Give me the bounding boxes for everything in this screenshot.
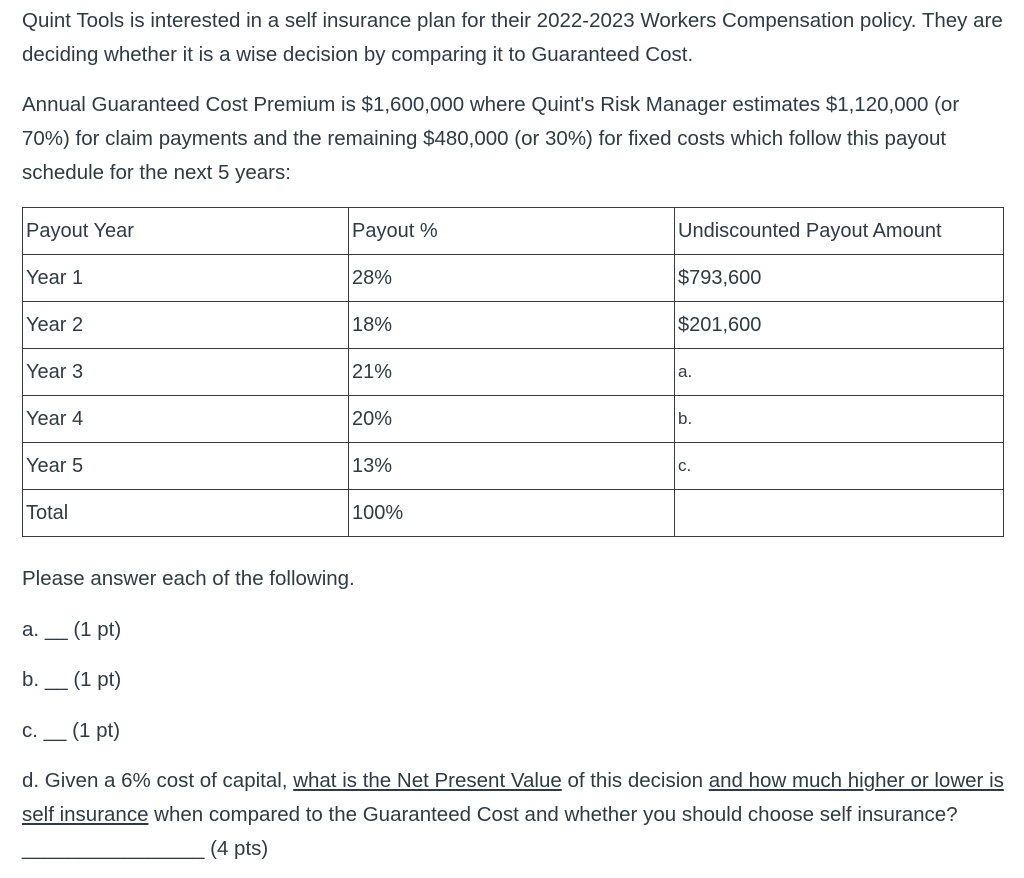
cell-total-label: Total [23, 490, 349, 537]
table-row [23, 255, 1004, 302]
question-c-blank[interactable]: __ [43, 719, 67, 742]
question-b [22, 663, 121, 697]
payout-schedule-table [22, 207, 1004, 537]
question-c-prefix: c. [22, 719, 38, 742]
cell-amount-blank-c: c. [675, 443, 1004, 490]
table-row [23, 349, 1004, 396]
header-payout-year: Payout Year [23, 208, 349, 255]
cell-amount-blank-b: b. [675, 396, 1004, 443]
intro-paragraph-2: Annual Guaranteed Cost Premium is $1,600,000 where Quint's Risk Manager estimates $1,120,000 (or 70%) for claim payments and the remaining $480,000 (or 30%) for fixed costs which follow this payout schedule for the next 5 years: [22, 93, 960, 184]
cell-amount: $201,600 [675, 302, 1004, 349]
question-b-points: (1 pt) [73, 668, 122, 691]
cell-percent: 28% [349, 255, 675, 302]
question-d [22, 764, 1007, 866]
question-c-points: (1 pt) [72, 719, 121, 742]
question-d-text-3: when compared to the Guaranteed Cost and whether you should choose self insurance? [148, 803, 958, 826]
table-row [23, 443, 1004, 490]
cell-percent: 20% [349, 396, 675, 443]
table-row [23, 396, 1004, 443]
cell-amount: $793,600 [675, 255, 1004, 302]
question-d-underline-2: and how much higher or lower is self insurance [22, 769, 1004, 826]
question-b-prefix: b. [22, 668, 40, 691]
table-row [23, 302, 1004, 349]
question-d-blank[interactable]: ________________ [22, 837, 205, 860]
question-a-prefix: a. [22, 618, 40, 641]
cell-amount-blank-a: a. [675, 349, 1004, 396]
cell-percent: 18% [349, 302, 675, 349]
header-payout-percent: Payout % [349, 208, 675, 255]
question-d-text-2: of this decision [561, 769, 709, 792]
question-a-blank[interactable]: __ [44, 618, 68, 641]
question-b-blank[interactable]: __ [44, 668, 68, 691]
table-header-row [23, 208, 1004, 255]
table-total-row [23, 490, 1004, 537]
cell-year: Year 4 [23, 396, 349, 443]
cell-percent: 13% [349, 443, 675, 490]
cell-year: Year 3 [23, 349, 349, 396]
cell-total-amount [675, 490, 1004, 537]
cell-percent: 21% [349, 349, 675, 396]
cell-year: Year 2 [23, 302, 349, 349]
question-d-underline-1: what is the Net Present Value [293, 769, 562, 792]
question-c [22, 714, 120, 748]
cell-total-percent: 100% [349, 490, 675, 537]
cell-year: Year 1 [23, 255, 349, 302]
question-d-points: (4 pts) [204, 837, 269, 860]
question-a-points: (1 pt) [73, 618, 122, 641]
question-a [22, 613, 121, 647]
cell-year: Year 5 [23, 443, 349, 490]
header-undiscounted-amount: Undiscounted Payout Amount [675, 208, 1004, 255]
instructions: Please answer each of the following. [22, 567, 355, 590]
intro-paragraph-1: Quint Tools is interested in a self insurance plan for their 2022-2023 Workers Compensation policy. They are deciding whether it is a wise decision by comparing it to Guaranteed Cost. [22, 9, 1003, 66]
question-d-text-1: d. Given a 6% cost of capital, [22, 769, 294, 792]
